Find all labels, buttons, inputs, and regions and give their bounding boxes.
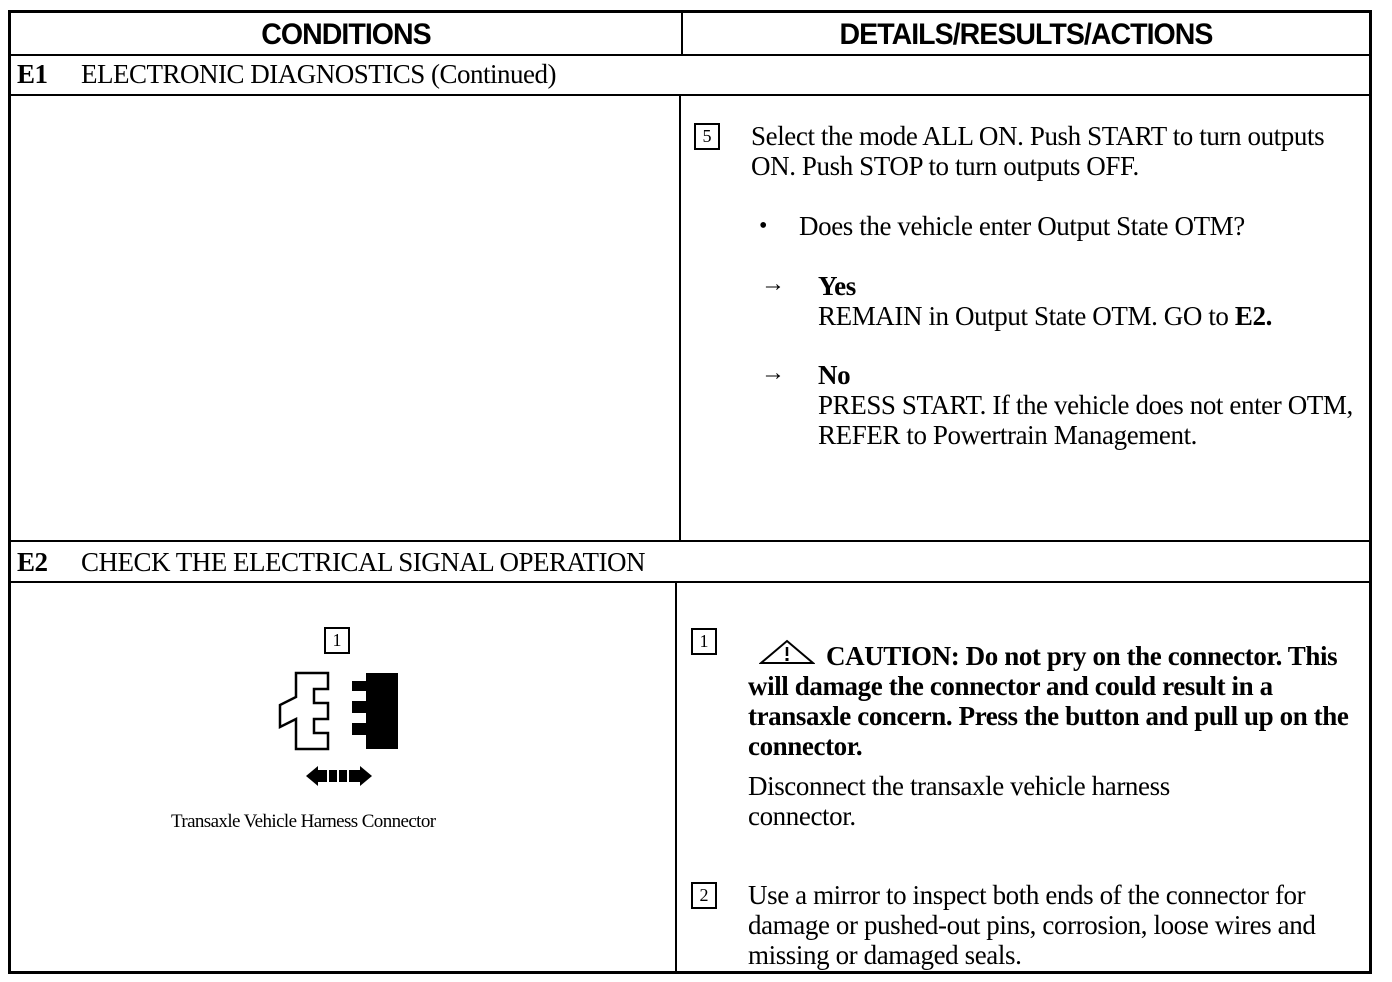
bullet-icon: •	[759, 213, 768, 239]
section-code: E1	[17, 59, 48, 89]
divider	[681, 13, 683, 54]
divider	[679, 94, 681, 540]
section-title: ELECTRONIC DIAGNOSTICS (Continued)	[81, 59, 556, 89]
divider	[11, 540, 1369, 542]
yes-text	[818, 301, 1358, 331]
divider	[11, 581, 1369, 583]
section-title: CHECK THE ELECTRICAL SIGNAL OPERATION	[81, 547, 645, 577]
connector-diagram-icon	[266, 663, 406, 793]
details-header: DETAILS/RESULTS/ACTIONS	[839, 18, 1213, 51]
no-label: No	[818, 360, 851, 390]
step-1-text: Disconnect the transaxle vehicle harness connector.	[748, 771, 1170, 831]
yes-label: Yes	[818, 271, 856, 301]
right-arrow-icon: →	[761, 360, 785, 386]
divider	[11, 94, 1369, 96]
diagnostic-table	[8, 10, 1372, 974]
caution-text: CAUTION: Do not pry on the connector. This will damage the connector and could result in a transaxle concern. Press the button and pull up on the connector.	[748, 641, 1349, 761]
step-2-text: Use a mirror to inspect both ends of the connector for damage or pushed-out pins, corrosion, loose wires and missing or damaged seals.	[748, 880, 1316, 970]
yes-ref: E2.	[1234, 301, 1272, 331]
step-5-text: Select the mode ALL ON. Push START to turn outputs ON. Push STOP to turn outputs OFF.	[751, 121, 1325, 181]
conditions-header: CONDITIONS	[261, 18, 431, 51]
figure-number-box: 1	[324, 627, 350, 654]
section-code: E2	[17, 547, 48, 577]
section-e1-title	[17, 59, 556, 90]
step-number-box: 5	[694, 123, 720, 150]
yes-action: REMAIN in Output State OTM. GO to	[818, 301, 1229, 331]
divider	[675, 581, 677, 971]
divider	[11, 54, 1369, 56]
step-number-box: 2	[691, 882, 717, 909]
step-number-box: 1	[691, 628, 717, 655]
figure-caption: Transaxle Vehicle Harness Connector	[171, 811, 436, 832]
right-arrow-icon: →	[761, 271, 785, 297]
question-text: Does the vehicle enter Output State OTM?	[799, 211, 1245, 241]
no-text: PRESS START. If the vehicle does not enter OTM, REFER to Powertrain Management.	[818, 390, 1353, 450]
section-e2-title	[17, 547, 645, 578]
